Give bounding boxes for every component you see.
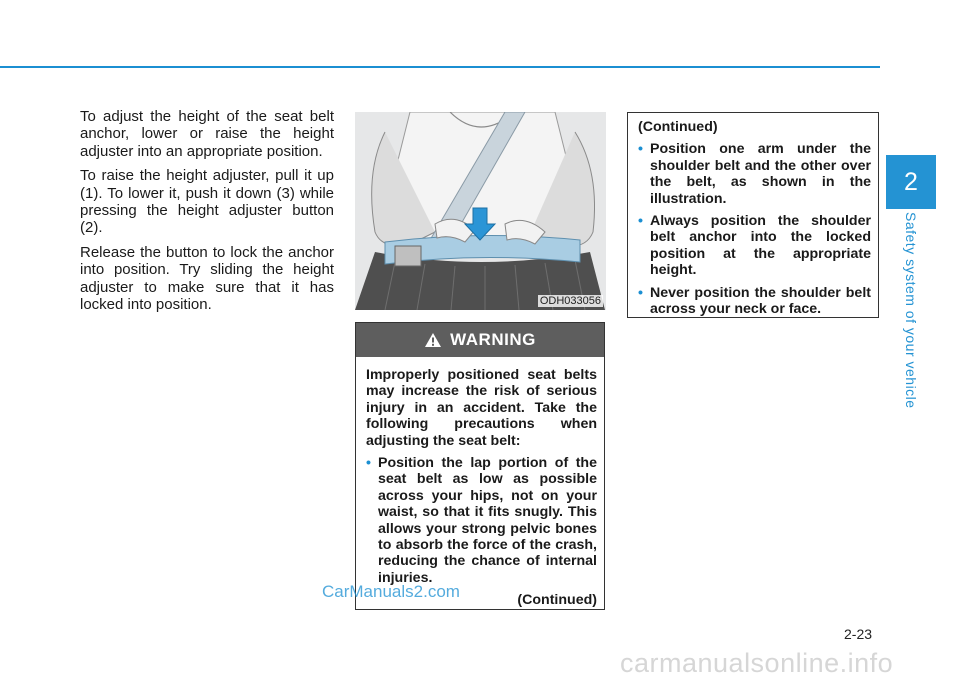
- figure-code: ODH033056: [539, 295, 601, 307]
- seat-belt-drawing: [355, 112, 606, 310]
- paragraph-adjust-height: To adjust the height of the seat belt anchor, lower or raise the height adjuster into an appropriate position.: [80, 108, 334, 160]
- warning-continued: (Continued): [517, 592, 597, 609]
- page-number: 2-23: [844, 626, 873, 642]
- continued-bullet-list: [638, 141, 871, 317]
- warning-body: [356, 357, 604, 609]
- continued-bullet-arm-position: • Position one arm under the shoulder belt and the other over the belt, as shown in the illustration.: [638, 141, 871, 207]
- continued-bullet-anchor-locked: • Always position the shoulder belt anchor into the locked position at the appropriate height.: [638, 213, 871, 279]
- carmanuals-watermark: CarManuals2.com: [322, 582, 460, 601]
- warning-triangle-icon: [424, 332, 442, 348]
- left-column-text: [80, 108, 334, 320]
- footer-watermark: carmanualsonline.info: [620, 648, 894, 678]
- warning-title: WARNING: [450, 330, 536, 349]
- seat-belt-illustration: [355, 112, 606, 310]
- chapter-side-tab: [881, 138, 960, 409]
- paragraph-release-lock: Release the button to lock the anchor into position. Try sliding the height adjuster to make sure that it has locked into position.: [80, 243, 334, 314]
- continued-bullet-neck-face: • Never position the shoulder belt across your neck or face.: [638, 285, 871, 318]
- continued-warning-box: [627, 112, 879, 318]
- header-rule: [0, 66, 880, 68]
- warning-box: [355, 322, 605, 610]
- paragraph-raise-lower: To raise the height adjuster, pull it up (1). To lower it, push it down (3) while pressing the height adjuster button (2).: [80, 167, 334, 237]
- continued-title: (Continued): [638, 119, 718, 135]
- chapter-number-badge: 2: [886, 155, 936, 209]
- warning-intro: Improperly positioned seat belts may increase the risk of serious injury in an accident. Take the following precautions when adjusting the seat belt:: [366, 367, 597, 449]
- warning-header: [356, 323, 604, 357]
- warning-bullet-lap-belt: • Position the lap portion of the seat belt as low as possible across your hips, not on your waist, so that it fits snugly. This allows your strong pelvic bones to absorb the force of the crash, reducing the chance of internal injuries.: [366, 455, 597, 586]
- warning-bullet-list: [366, 455, 597, 586]
- chapter-title: Safety system of your vehicle: [903, 212, 919, 409]
